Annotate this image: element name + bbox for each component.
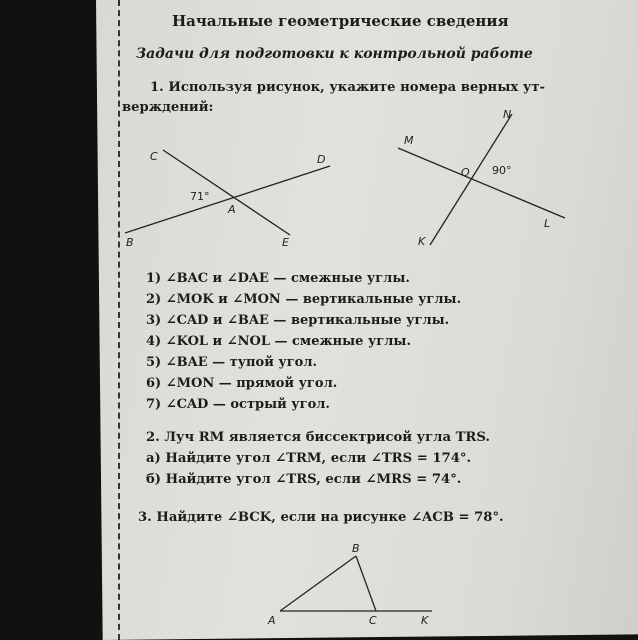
angle-71-label: 71° [190, 190, 210, 203]
line-NK [430, 114, 512, 245]
line-AB [280, 556, 356, 611]
task3-text: 3. Найдите ∠BCK, если на рисунке ∠ACB = 78°. [138, 510, 504, 525]
line-BC [356, 556, 376, 611]
page-title: Начальные геометрические сведения [172, 12, 509, 30]
point-D-label: D [317, 153, 326, 166]
point-K-label-fig3: K [421, 614, 429, 627]
statement-3: 3) ∠CAD и ∠BAE — вертикальные углы. [146, 313, 450, 328]
task1-statement-list [146, 268, 461, 415]
line-BD [125, 166, 330, 233]
task2-text-line1: 2. Луч RM является биссектрисой угла TRS. [146, 430, 491, 445]
point-K-label: K [418, 235, 426, 248]
statement-4: 4) ∠KOL и ∠NOL — смежные углы. [146, 334, 411, 349]
task2-text-line3: б) Найдите угол ∠TRS, если ∠MRS = 74°. [146, 472, 462, 487]
point-A-label-fig3: A [268, 614, 276, 627]
line-ML [398, 148, 565, 218]
task1-text-line2: верждений: [122, 100, 214, 115]
point-L-label: L [544, 217, 551, 230]
task1-text-line1: 1. Используя рисунок, укажите номера верных ут- [150, 80, 545, 95]
point-A-label: A [228, 203, 236, 216]
line-CE [163, 150, 290, 235]
statement-2: 2) ∠MOK и ∠MON — вертикальные углы. [146, 292, 462, 307]
task2-text-line2: а) Найдите угол ∠TRM, если ∠TRS = 174°. [146, 451, 472, 466]
page-subtitle: Задачи для подготовки к контрольной работе [136, 46, 533, 62]
point-C-label: C [150, 150, 158, 163]
statement-6: 6) ∠MON — прямой угол. [146, 376, 338, 391]
point-N-label: N [503, 108, 512, 121]
point-M-label: M [404, 134, 414, 147]
statement-1: 1) ∠BAC и ∠DAE — смежные углы. [146, 271, 410, 286]
statement-7: 7) ∠CAD — острый угол. [146, 397, 330, 412]
point-B-label: B [126, 236, 134, 249]
point-E-label: E [282, 236, 289, 249]
point-O-label: O [461, 166, 470, 179]
point-C-label-fig3: C [369, 614, 377, 627]
angle-90-label: 90° [492, 164, 512, 177]
point-B-label-fig3: B [352, 542, 360, 555]
statement-5: 5) ∠BAE — тупой угол. [146, 355, 318, 370]
